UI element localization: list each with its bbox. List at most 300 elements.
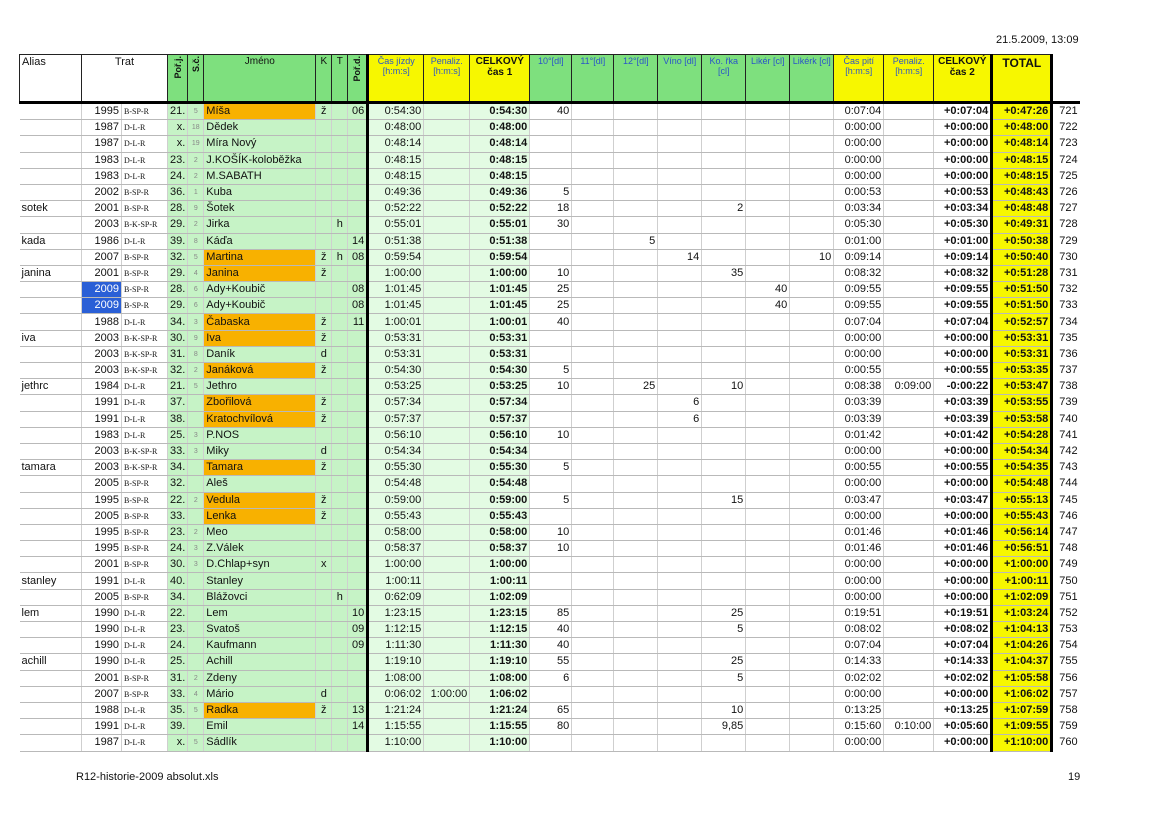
liker-cell	[746, 249, 790, 265]
year-cell: 1991	[82, 719, 122, 735]
sc-cell: 2	[188, 168, 204, 184]
year-cell: 1987	[82, 136, 122, 152]
table-row	[20, 605, 1080, 621]
t-cell	[332, 427, 348, 443]
por-d-cell	[348, 168, 368, 184]
liker-cell	[746, 492, 790, 508]
liker-cell	[746, 589, 790, 605]
col-t: T	[332, 55, 348, 103]
row-index-cell: 749	[1059, 558, 1078, 571]
penaliz-1-cell	[424, 702, 470, 718]
beer-12-cell	[614, 573, 658, 589]
vino-cell	[658, 557, 702, 573]
celkovy-1-cell: 0:54:30	[470, 363, 530, 379]
beer-10-cell: 40	[530, 638, 572, 654]
total-cell: +0:56:51	[992, 541, 1052, 557]
vino-cell	[658, 670, 702, 686]
cas-jizdy-cell: 0:55:43	[368, 508, 424, 524]
cas-jizdy-cell: 0:57:34	[368, 395, 424, 411]
table-row	[20, 460, 1080, 476]
beer-12-cell	[614, 541, 658, 557]
por-d-cell: 08	[348, 298, 368, 314]
kofola-cell	[702, 395, 746, 411]
por-d-cell	[348, 508, 368, 524]
liker-cell	[746, 152, 790, 168]
beer-11-cell	[572, 460, 614, 476]
por-j-cell: 40.	[168, 573, 188, 589]
table-row	[20, 638, 1080, 654]
row-index-cell: 738	[1059, 380, 1078, 393]
year-cell: 2007	[82, 686, 122, 702]
name-cell: J.KOŠÍK-koloběžka	[204, 152, 316, 168]
kofola-cell	[702, 346, 746, 362]
year-cell: 2007	[82, 249, 122, 265]
beer-12-cell	[614, 654, 658, 670]
likerk-cell: 10	[790, 249, 834, 265]
por-j-cell: 23.	[168, 622, 188, 638]
k-cell: d	[316, 346, 332, 362]
table-row	[20, 314, 1080, 330]
liker-cell	[746, 379, 790, 395]
likerk-cell	[790, 103, 834, 120]
row-index-cell: 752	[1059, 606, 1078, 619]
total-cell: +0:50:40	[992, 249, 1052, 265]
vino-cell	[658, 217, 702, 233]
alias-cell	[20, 443, 82, 459]
name-cell: Čabaska	[204, 314, 316, 330]
total-cell: +0:54:34	[992, 443, 1052, 459]
likerk-cell	[790, 508, 834, 524]
alias-cell	[20, 298, 82, 314]
penaliz-2-cell	[884, 265, 934, 281]
track-cell: B-SP-R	[122, 670, 168, 686]
sc-cell: 2	[188, 363, 204, 379]
total-cell: +0:48:48	[992, 201, 1052, 217]
year-cell: 1983	[82, 427, 122, 443]
row-index-cell: 728	[1059, 218, 1078, 231]
penaliz-1-cell	[424, 184, 470, 200]
name-cell: Zbořilová	[204, 395, 316, 411]
por-j-cell: 34.	[168, 460, 188, 476]
vino-cell	[658, 541, 702, 557]
total-cell: +0:55:43	[992, 508, 1052, 524]
kofola-cell	[702, 508, 746, 524]
penaliz-2-cell	[884, 638, 934, 654]
total-cell: +0:56:14	[992, 524, 1052, 540]
por-j-cell: 22.	[168, 605, 188, 621]
kofola-cell	[702, 282, 746, 298]
beer-11-cell	[572, 314, 614, 330]
alias-cell	[20, 217, 82, 233]
liker-cell	[746, 573, 790, 589]
t-cell	[332, 605, 348, 621]
col-penaliz-1: Penaliz. [h:m:s]	[424, 55, 470, 103]
year-cell: 1987	[82, 120, 122, 136]
celkovy-2-cell: +0:07:04	[934, 314, 992, 330]
table-row	[20, 363, 1080, 379]
k-cell	[316, 719, 332, 735]
cas-piti-cell: 0:01:46	[834, 541, 884, 557]
cas-jizdy-cell: 1:15:55	[368, 719, 424, 735]
cas-jizdy-cell: 0:54:30	[368, 363, 424, 379]
cas-piti-cell: 0:00:00	[834, 573, 884, 589]
penaliz-1-cell	[424, 201, 470, 217]
por-d-cell: 10	[348, 605, 368, 621]
vino-cell	[658, 152, 702, 168]
penaliz-2-cell	[884, 249, 934, 265]
liker-cell	[746, 476, 790, 492]
por-j-cell: 28.	[168, 282, 188, 298]
beer-11-cell	[572, 654, 614, 670]
penaliz-1-cell	[424, 427, 470, 443]
por-d-cell	[348, 184, 368, 200]
t-cell	[332, 411, 348, 427]
penaliz-2-cell	[884, 654, 934, 670]
alias-cell	[20, 249, 82, 265]
beer-11-cell	[572, 330, 614, 346]
cas-piti-cell: 0:09:55	[834, 282, 884, 298]
beer-10-cell	[530, 557, 572, 573]
beer-12-cell: 5	[614, 233, 658, 249]
total-cell: +0:48:15	[992, 152, 1052, 168]
cas-piti-cell: 0:00:55	[834, 363, 884, 379]
celkovy-2-cell: +0:00:00	[934, 346, 992, 362]
row-index-cell: 735	[1059, 331, 1078, 344]
table-row	[20, 557, 1080, 573]
k-cell	[316, 427, 332, 443]
kofola-cell	[702, 524, 746, 540]
table-row	[20, 492, 1080, 508]
cas-piti-cell: 0:00:00	[834, 508, 884, 524]
beer-12-cell	[614, 136, 658, 152]
por-j-cell: 21.	[168, 103, 188, 120]
total-cell: +1:09:55	[992, 719, 1052, 735]
beer-10-cell	[530, 443, 572, 459]
col-celkovy-1: CELKOVÝ čas 1	[470, 55, 530, 103]
track-cell: B-SP-R	[122, 476, 168, 492]
beer-11-cell	[572, 524, 614, 540]
liker-cell	[746, 233, 790, 249]
cas-piti-cell: 0:09:14	[834, 249, 884, 265]
cas-piti-cell: 0:00:00	[834, 735, 884, 751]
track-cell: D-L-R	[122, 411, 168, 427]
beer-12-cell	[614, 524, 658, 540]
k-cell	[316, 282, 332, 298]
footer-page-number: 19	[1068, 771, 1081, 783]
total-cell: +1:07:59	[992, 702, 1052, 718]
t-cell: h	[332, 217, 348, 233]
year-cell: 2009	[82, 282, 122, 298]
penaliz-2-cell	[884, 573, 934, 589]
col-beer-11: 11°[dl]	[572, 55, 614, 103]
cas-piti-cell: 0:03:47	[834, 492, 884, 508]
cas-jizdy-cell: 0:56:10	[368, 427, 424, 443]
t-cell	[332, 120, 348, 136]
penaliz-1-cell	[424, 654, 470, 670]
beer-11-cell	[572, 395, 614, 411]
year-cell: 2003	[82, 217, 122, 233]
table-row	[20, 719, 1080, 735]
kofola-cell: 25	[702, 605, 746, 621]
alias-cell	[20, 670, 82, 686]
sc-cell: 5	[188, 249, 204, 265]
cas-jizdy-cell: 0:49:36	[368, 184, 424, 200]
beer-10-cell	[530, 346, 572, 362]
track-cell: B-SP-R	[122, 184, 168, 200]
year-cell: 1987	[82, 735, 122, 751]
por-j-cell: 24.	[168, 638, 188, 654]
penaliz-1-cell	[424, 217, 470, 233]
row-index-cell: 736	[1059, 347, 1078, 360]
table-row	[20, 265, 1080, 281]
year-cell: 2005	[82, 476, 122, 492]
sc-cell: 19	[188, 136, 204, 152]
por-d-cell: 13	[348, 702, 368, 718]
total-cell: +0:52:57	[992, 314, 1052, 330]
penaliz-2-cell	[884, 670, 934, 686]
por-j-cell: 32.	[168, 476, 188, 492]
name-cell: Dědek	[204, 120, 316, 136]
row-index-cell: 739	[1059, 396, 1078, 409]
t-cell	[332, 476, 348, 492]
likerk-cell	[790, 605, 834, 621]
col-celkovy-2: CELKOVÝ čas 2	[934, 55, 992, 103]
likerk-cell	[790, 282, 834, 298]
track-cell: B-K-SP-R	[122, 330, 168, 346]
liker-cell	[746, 557, 790, 573]
cas-piti-cell: 0:15:60	[834, 719, 884, 735]
kofola-cell	[702, 557, 746, 573]
track-cell: B-SP-R	[122, 265, 168, 281]
cas-jizdy-cell: 0:55:01	[368, 217, 424, 233]
k-cell	[316, 605, 332, 621]
beer-11-cell	[572, 265, 614, 281]
kofola-cell	[702, 638, 746, 654]
vino-cell	[658, 233, 702, 249]
por-d-cell	[348, 589, 368, 605]
name-cell: Kaufmann	[204, 638, 316, 654]
vino-cell: 14	[658, 249, 702, 265]
row-index-cell: 723	[1059, 137, 1078, 150]
row-index-cell: 724	[1059, 153, 1078, 166]
t-cell	[332, 686, 348, 702]
track-cell: B-SP-R	[122, 103, 168, 120]
table-row	[20, 152, 1080, 168]
liker-cell	[746, 686, 790, 702]
celkovy-2-cell: +0:09:14	[934, 249, 992, 265]
beer-12-cell	[614, 282, 658, 298]
likerk-cell	[790, 379, 834, 395]
kofola-cell: 5	[702, 670, 746, 686]
por-d-cell	[348, 735, 368, 751]
row-index-cell: 756	[1059, 671, 1078, 684]
celkovy-1-cell: 0:53:31	[470, 346, 530, 362]
k-cell	[316, 573, 332, 589]
celkovy-1-cell: 0:48:14	[470, 136, 530, 152]
beer-11-cell	[572, 670, 614, 686]
por-d-cell	[348, 686, 368, 702]
col-beer-12: 12°[dl]	[614, 55, 658, 103]
likerk-cell	[790, 557, 834, 573]
t-cell	[332, 638, 348, 654]
row-index-cell: 741	[1059, 428, 1078, 441]
total-cell: +0:53:35	[992, 363, 1052, 379]
beer-11-cell	[572, 492, 614, 508]
table-row	[20, 346, 1080, 362]
por-j-cell: 28.	[168, 201, 188, 217]
track-cell: D-L-R	[122, 702, 168, 718]
celkovy-1-cell: 0:55:30	[470, 460, 530, 476]
row-index-cell: 755	[1059, 655, 1078, 668]
t-cell	[332, 168, 348, 184]
alias-cell	[20, 120, 82, 136]
year-cell: 1991	[82, 573, 122, 589]
beer-12-cell	[614, 589, 658, 605]
alias-cell	[20, 184, 82, 200]
beer-10-cell	[530, 249, 572, 265]
sc-cell	[188, 654, 204, 670]
penaliz-2-cell	[884, 233, 934, 249]
celkovy-2-cell: -0:00:22	[934, 379, 992, 395]
col-liker: Likér [cl]	[746, 55, 790, 103]
penaliz-2-cell	[884, 492, 934, 508]
table-row	[20, 622, 1080, 638]
penaliz-2-cell	[884, 427, 934, 443]
cas-piti-cell: 0:14:33	[834, 654, 884, 670]
name-cell: Martina	[204, 249, 316, 265]
vino-cell	[658, 282, 702, 298]
t-cell	[332, 573, 348, 589]
table-row	[20, 589, 1080, 605]
likerk-cell	[790, 573, 834, 589]
name-cell: P.NOS	[204, 427, 316, 443]
por-d-cell	[348, 541, 368, 557]
track-cell: D-L-R	[122, 622, 168, 638]
sc-cell: 2	[188, 670, 204, 686]
alias-cell	[20, 314, 82, 330]
name-cell: Míša	[204, 103, 316, 120]
cas-jizdy-cell: 0:59:54	[368, 249, 424, 265]
t-cell	[332, 233, 348, 249]
k-cell	[316, 524, 332, 540]
penaliz-1-cell	[424, 508, 470, 524]
sc-cell: 3	[188, 443, 204, 459]
name-cell: Stanley	[204, 573, 316, 589]
beer-10-cell	[530, 330, 572, 346]
year-cell: 1990	[82, 605, 122, 621]
celkovy-2-cell: +0:00:00	[934, 330, 992, 346]
t-cell	[332, 702, 348, 718]
k-cell	[316, 233, 332, 249]
row-index-cell: 737	[1059, 364, 1078, 377]
alias-cell	[20, 524, 82, 540]
beer-10-cell	[530, 686, 572, 702]
celkovy-2-cell: +0:19:51	[934, 605, 992, 621]
kofola-cell	[702, 363, 746, 379]
t-cell	[332, 201, 348, 217]
liker-cell	[746, 103, 790, 120]
beer-10-cell: 10	[530, 379, 572, 395]
name-cell: Míra Nový	[204, 136, 316, 152]
celkovy-1-cell: 1:21:24	[470, 702, 530, 718]
k-cell: ž	[316, 460, 332, 476]
beer-12-cell	[614, 314, 658, 330]
likerk-cell	[790, 120, 834, 136]
beer-10-cell: 55	[530, 654, 572, 670]
sc-cell: 18	[188, 120, 204, 136]
name-cell: Aleš	[204, 476, 316, 492]
celkovy-1-cell: 1:12:15	[470, 622, 530, 638]
liker-cell	[746, 524, 790, 540]
beer-11-cell	[572, 168, 614, 184]
k-cell	[316, 541, 332, 557]
beer-12-cell	[614, 638, 658, 654]
track-cell: D-L-R	[122, 120, 168, 136]
alias-cell: lem	[20, 605, 82, 621]
sc-cell: 8	[188, 233, 204, 249]
cas-piti-cell: 0:00:00	[834, 120, 884, 136]
por-d-cell: 14	[348, 233, 368, 249]
vino-cell	[658, 201, 702, 217]
kofola-cell	[702, 184, 746, 200]
cas-jizdy-cell: 1:12:15	[368, 622, 424, 638]
total-cell: +0:55:13	[992, 492, 1052, 508]
year-cell: 1990	[82, 638, 122, 654]
por-d-cell: 09	[348, 622, 368, 638]
penaliz-1-cell	[424, 443, 470, 459]
liker-cell	[746, 427, 790, 443]
por-d-cell	[348, 573, 368, 589]
likerk-cell	[790, 702, 834, 718]
table-row	[20, 476, 1080, 492]
year-cell: 1995	[82, 492, 122, 508]
liker-cell	[746, 217, 790, 233]
beer-11-cell	[572, 605, 614, 621]
penaliz-1-cell	[424, 573, 470, 589]
name-cell: Vedula	[204, 492, 316, 508]
cas-piti-cell: 0:00:00	[834, 346, 884, 362]
track-cell: B-SP-R	[122, 298, 168, 314]
celkovy-1-cell: 0:58:37	[470, 541, 530, 557]
beer-11-cell	[572, 298, 614, 314]
beer-12-cell	[614, 686, 658, 702]
k-cell: ž	[316, 249, 332, 265]
kofola-cell	[702, 460, 746, 476]
beer-12-cell: 25	[614, 379, 658, 395]
penaliz-2-cell	[884, 395, 934, 411]
vino-cell	[658, 427, 702, 443]
celkovy-1-cell: 1:00:11	[470, 573, 530, 589]
year-cell: 2002	[82, 184, 122, 200]
year-cell: 2005	[82, 508, 122, 524]
total-cell: +0:53:31	[992, 330, 1052, 346]
liker-cell	[746, 395, 790, 411]
por-j-cell: 29.	[168, 298, 188, 314]
alias-cell	[20, 622, 82, 638]
cas-jizdy-cell: 0:51:38	[368, 233, 424, 249]
year-cell: 1984	[82, 379, 122, 395]
vino-cell	[658, 686, 702, 702]
table-row	[20, 136, 1080, 152]
cas-piti-cell: 0:19:51	[834, 605, 884, 621]
cas-piti-cell: 0:05:30	[834, 217, 884, 233]
beer-11-cell	[572, 638, 614, 654]
alias-cell	[20, 103, 82, 120]
beer-10-cell	[530, 411, 572, 427]
t-cell	[332, 184, 348, 200]
beer-11-cell	[572, 201, 614, 217]
liker-cell	[746, 638, 790, 654]
